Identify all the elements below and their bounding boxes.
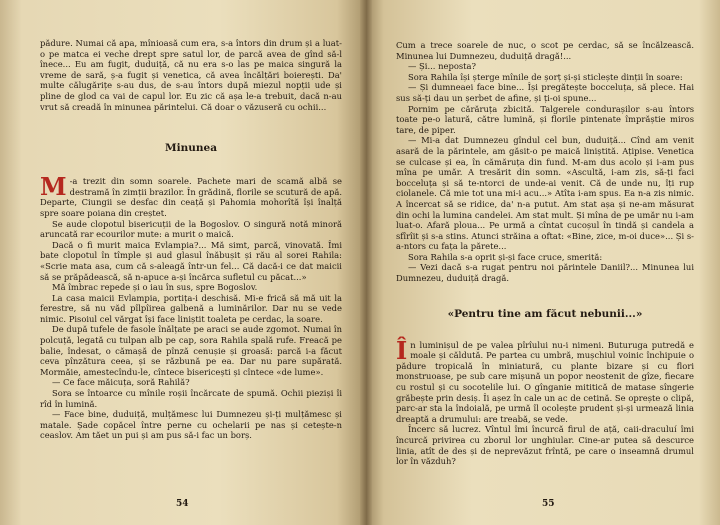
page-number-left: 54 (176, 499, 189, 509)
paragraph: Pornim pe cărăruța zbicită. Talgerele condurașilor s-au întors toate pe-o latură, către lumină, și florile pintenate împrăștie miros tare, de piper. (396, 103, 694, 135)
right-chapter-text (396, 335, 694, 467)
paragraph: — Și dumneaei face bine... Își pregătește bocceluța, să plece. Hai sus să-ți dau un șerbet de afine, și ți-oi spune... (396, 82, 694, 103)
paragraph: pădure. Numai că apa, mînioasă cum era, s-a întors din drum și a luat-o pe matca ei veche drept spre satul lor, de parcă avea de gînd să-l înece... Eu am fugit, duduiță, că nu era s-o las pe maica singură la vreme de sară, ș-a fugit și venetica, că avea încălțări boierești. Da' multe călugărițe s-au dus, de s-au întors după miezul nopții ude și pline de glod ca vai de capul lor. Eu zic că așa le-a trebuit, dacă n-au vrut să creadă în minunea părintelui. Că doar o văzuseră cu ochii... (40, 38, 342, 112)
chapter-heading-minunea: Minunea (165, 142, 217, 155)
paragraph: — Face bine, duduiță, mulțămesc lui Dumnezeu și-ți mulțămesc și matale. Șade copăcel între perne cu ochelarii pe nas și cetește-n ceaslov. Am tăet un pui și am pus să-i fac un borș. (40, 409, 342, 441)
paragraph: — Vezi dacă s-a rugat pentru noi părintele Daniil?... Minunea lui Dumnezeu, duduiță dragă. (396, 262, 694, 284)
left-chapter-text (40, 172, 342, 441)
paragraph: Se aude clopotul bisericuții de la Bogoslov. O singură notă minoră aruncată rar ecourilor mute: a murit o maică. (40, 218, 342, 240)
book-gutter (360, 0, 372, 525)
paragraph: Dacă o fi murit maica Evlampia?... Mă simt, parcă, vinovată. Îmi bate clopotul în tîmple și aud glasul înăbușit și rău al sorei Rahila: «Scrie mata asa, cum că s-aleagă într-un fel... Că dacă-i ce dat maicii să se prăpădească, să n-apuce a-și încărca sufletul cu păcat...» (40, 239, 342, 282)
paragraph: De după tufele de fasole înălțate pe araci se aude zgomot. Numai în polcuță, legată cu tulpan alb pe cap, sora Rahila spală rufe. Freacă pe balie, îndesat, o cămașă de pînză cenușie și groasă: parcă i-a făcut ceva pînzătura ceea, și se răzbună pe ea. Dar nu pare supărată. Mormăie, amestecîndu-le, cîntece bisericești și cîntece «de lume». (40, 324, 342, 377)
paragraph: n luminișul de pe valea pîrîului nu-i nimeni. Buturuga putredă e moale și căldută. Pe partea cu umbră, mușchiul voinic închipuie o pădure tropicală în miniatură, cu plante bizare și cu flori monstruoase, pe sub care mișună un popor neostenit de gîze, fiecare cu rostul și cu socotelile lui. O gînganie mititică de matase sîngerie grăbește prin desiș. Îi așez în cale un ac de cetină. Se oprește o clipă, parc-ar sta la îndoială, pe urmă îl ocolește prudent și-și urmează linia dreaptă a drumului: are treabă, se vede. (396, 339, 694, 424)
paragraph: Sora se întoarce cu mînile roșii încărcate de spumă. Ochii pieziși îi rîd în lumină. (40, 388, 342, 409)
right-top-text (396, 40, 694, 284)
paragraph: Cum a trece soarele de nuc, o scot pe cerdac, să se încălzească. Minunea lui Dumnezeu, duduiță dragă!... (396, 40, 694, 61)
paragraph: -a trezit din somn soarele. Pachete mari de scamă albă se destramă în zimții brazilor. În grădină, florile se scutură de apă. Departe, Ciungii se desfac din ceață și Pahomia mohorîtă își înalță spre soare poiana din creștet. (40, 176, 342, 218)
paragraph: Sora Rahila s-a oprit și-și face cruce, smerită: (408, 251, 603, 262)
page-number-right: 55 (542, 499, 555, 509)
paragraph: Încerc să lucrez. Vîntul îmi încurcă firul de ață, caii-draculuí îmi încurcă privirea cu zborul lor unghiular. Cine-ar putea să descurce linia, atît de des și de neprevăzut frîntă, pe care o inseamnă drumul lor în văzduh? (396, 424, 694, 467)
paragraph: La casa maicii Evlampia, portița-i deschisă. Mi-e frică să mă uit la ferestre, să nu văd pîlpîirea galbenă a luminărilor. Dar nu se vede nimic. Pisoiul cel vărgat își face liniștit toaleta pe cerdac, la soare. (40, 292, 342, 324)
paragraph: — Mi-a dat Dumnezeu gîndul cel bun, duduiță... Cînd am venit asară de la părintele, am găsit-o pe maică liniștită. Ațipise. Venetica se culcase și ea, în cămăruța din fund. M-am dus acolo și i-am pus mîna pe umăr. A tresărit din somn. «Ascultă, i-am zis, să-ți faci bocceluța și să te-ntorci de unde-ai venit. Că de unde nu, îți rup ciolanele. Că mie tot una mi-i acu...» Atîta i-am spus. Ea n-a zis nimic. A încercat să se ridice, da' n-a putut. Am stat așa și ne-am măsurat din ochi la lumina candelei. Am stat mult. Și mîna de pe umăr nu i-am luat-o. Afară ploua... Pe urmă a cîntat cucoșul în tindă și candela a sfîrîit și s-a stins. Atunci străina a oftat: «Bine, zice, m-oi duce»... Și s-a-ntors cu fața la părete... (396, 135, 694, 252)
paragraph: — Ce face măicuța, soră Rahilă? (52, 377, 190, 388)
paragraph: Mă îmbrac repede și o iau în sus, spre Bogoslov. (52, 282, 258, 293)
right-page (366, 0, 720, 525)
drop-cap: M (40, 172, 67, 202)
chapter-heading-pentru-tine: «Pentru tine am făcut nebunii...» (447, 307, 643, 320)
drop-cap: Î (396, 335, 408, 365)
paragraph: — Și... neposta? (408, 61, 477, 72)
paragraph: Sora Rahila își șterge mînile de șorț și-și sticlește dinții în soare: (408, 71, 683, 82)
left-top-text (40, 38, 342, 112)
